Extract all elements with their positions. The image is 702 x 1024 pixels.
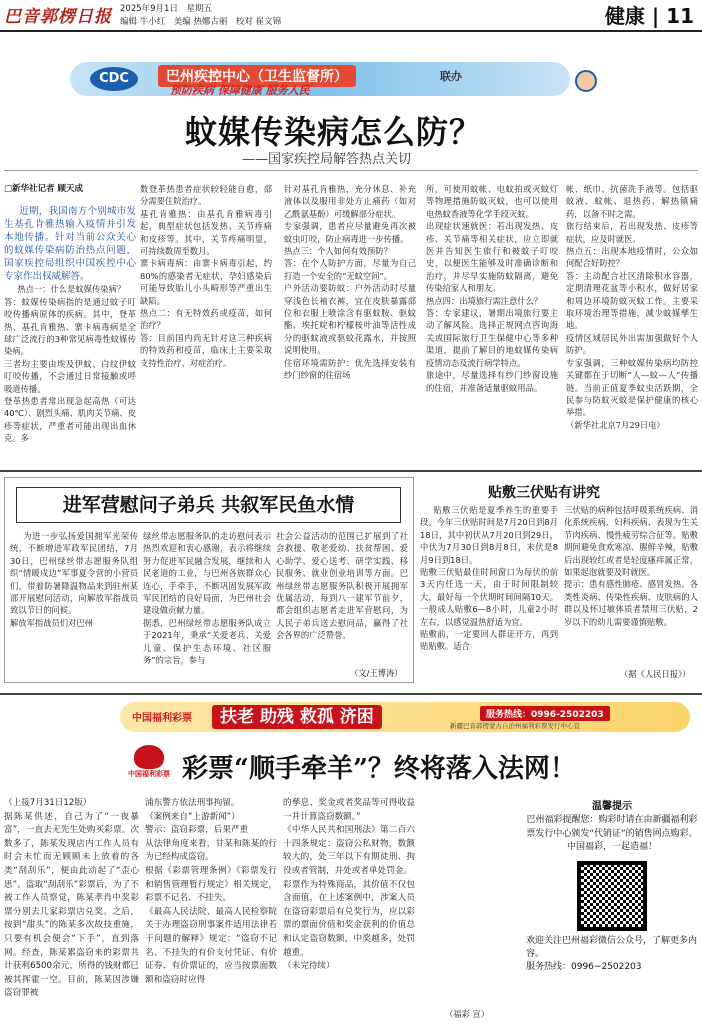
article1-subtitle: ——国家疾控局解答热点关切 — [242, 152, 412, 167]
reminder-body: 巴州福彩提醒您：购彩时请在由新疆福利彩票发行中心颁发“代销证”的销售网点购彩。 中国福彩，一起造福！ — [526, 815, 698, 852]
cdc-logo-icon: CDC — [90, 67, 138, 91]
article1-col3: 针对基孔肯雅热，充分休息、补充液体以及服用非处方止痛药（如对乙酰氨基酚）可缓解部分症状。 专家强调，患者应尽量避免再次被蚊虫叮咬，防止病毒进一步传播。 热点三：个人如何有效预防？ 答：在个人防护方面，尽量为自己打造一个安全的“无蚊空间”。 户外活动要防蚊：户外活动时尽量穿浅色长袖衣裤，宜在皮肤暴露部位和衣服上喷涂含有驱蚊胺、驱蚊酯、埃托啶和柠檬桉叶油等活性成分的驱蚊液或驱蚊花露水，并按照说明使用。 住宿环境需防护：优先选择安装有纱门纱窗的住宿场 — [284, 184, 416, 381]
reminder-title: 温馨提示 — [592, 801, 632, 812]
lottery-hotline-label: 服务热线： — [486, 710, 532, 720]
article2-byline: （文/王博涛） — [350, 668, 403, 678]
article1-col1-text: 热点一：什么是蚊媒传染病？ 答：蚊媒传染病指的是通过蚊子叮咬传播病原体的疾病。其中，登革热、基孔肯雅热、寨卡病毒病是全球广泛流行的3种常见病毒性蚊媒传染病。 三者均主要由埃及伊蚊、白纹伊蚊叮咬传播，不会通过日常接触或呼吸道传播。 登革热患者常出现急起高热（可达40℃）、剧烈头痛、肌肉关节痛、皮疹等症状，严重者可能出现出血休克。多 — [4, 284, 136, 444]
article1-divider — [4, 170, 698, 171]
article2-col2: 绿丝带志愿服务队的走访慰问表示热烈欢迎和衷心感谢，表示将继续努力促进军民融合发展，继续和人民老道的工业，与巴州各族群众心连心，手牵手，不断巩固发展军政军民团结的良好局面，为巴州社会建设做贡献力量。 据悉，巴州绿丝带志愿服务队成立于2021年，秉承“关爱老兵、关爱儿童、保护生态环境、社区服务”的宗旨，参与 — [143, 531, 271, 666]
cdc-side-label: 联办 — [440, 70, 462, 83]
lottery-slogan: 扶老 助残 救孤 济困 — [212, 705, 382, 729]
article3-col2: 三伏贴的病种包括呼吸系统疾病、消化系统疾病、妇科疾病、表现为生关节肉疾病、慢性疲劳综合征等。贴敷期间避免食欢寒凉、腥鲜辛辣，贴敷后出现较红或者是轻度瘙痒属正常，如果起泡就要及时就医。 提示：患有感性肺疮、感冒发热、各类性炎病、传染性疾病、皮肤病的人群以及怀过敏体质者禁用三伏贴，2岁以下的幼儿需要谨慎贴敷。 — [564, 505, 698, 627]
article1-col5: 帐、纸巾、抗菌洗手液等。包括驱蚊液、蚊帐、退热药、解热镇痛药，以备不时之需。 旅行结束后，若出现发热、皮疹等症状，应及时就医。 热点五：出现本地疫情时，公众如何配合好防控？ 答：主动配合社区清除积水容器，定期清理花盆等小积水，做好居家和周边环境防蚊灭蚊工作。主要采取环境治理等措施，减少蚊媒孳生地。 疫情区域居民外出需加强做好个人防护。 专家强调，三种蚊媒传染病均防控关键都在于切断“人—蚊—人”传播链。当前正值夏季蚊虫活跃期，全民参与防蚊灭蚊是保护健康的核心举措。 （新华社北京7月29日电） — [566, 184, 698, 430]
newspaper-logo: 巴音郭楞日报 — [4, 7, 112, 27]
lottery-org: 新疆巴音郭楞蒙古自治州福利彩票发行中心宣 — [450, 722, 580, 730]
cdc-name: 巴州疾控中心（卫生监督所） — [158, 65, 356, 87]
doctor-avatar-icon — [575, 70, 597, 92]
section-name: 健康 — [604, 4, 645, 28]
article1-byline: □新华社记者 顾天成 — [4, 184, 83, 194]
reminder-box — [526, 797, 698, 1021]
welfare-logo-text: 中国福利彩票 — [128, 770, 170, 778]
article2-title: 进军营慰问子弟兵 共叙军民鱼水情 — [16, 487, 401, 523]
article1-col4: 所，可使用蚊帐、电蚊拍或灭蚊灯等物理措施防蚊灭蚊，也可以使用电热蚊香液等化学手段灭蚊。 出现症状速就医：若出现发热、皮疹、关节痛等相关症状，应立即就医并告知医生旅行和被蚊子叮咬史，以便医生能够及时准确诊断和治疗，并尽早实施防蚊隔离，避免传染给家人和朋友。 热点四：出境旅行需注意什么？ 答：专家建议，暑期出境旅行要主动了解风险。选择正规网点咨询海关或国际旅行卫生保健中心等多种渠道，提前了解目的地蚊媒传染病疫情动态及流行病学特点。 旅途中，尽量选择有纱门纱窗设施的住宿，并准备适量驱蚊用品。 — [426, 184, 558, 393]
lottery-hotline-number: 0996-2502203 — [531, 710, 604, 720]
reminder-follow: 欢迎关注巴州福彩微信公众号，了解更多内容。 — [526, 935, 698, 959]
header-meta — [120, 3, 281, 29]
lottery-banner — [120, 702, 690, 732]
article3-byline: （据《人民日报》） — [620, 669, 691, 679]
article4-title: 彩票“顺手牵羊”？终将落入法网！ — [182, 754, 576, 784]
page-number: 11 — [666, 4, 694, 28]
reminder-hotline: 服务热线：0996−2502203 — [526, 961, 642, 972]
section-header — [605, 0, 694, 29]
welfare-lottery-logo — [124, 745, 174, 785]
lottery-brand: 中国福利彩票 — [132, 713, 192, 724]
header-rule — [0, 30, 702, 32]
header-divider: | — [644, 4, 667, 28]
article1-title: 蚊媒传染病怎么防？ — [185, 113, 483, 151]
welfare-logo-icon — [134, 745, 164, 769]
article4-col2: 浦东警方依法刑事拘留。 （案例来自“上游新闻”） 警示：盗窃彩票，后果严重 从法律角度来看，甘某和陈某的行为已经构成盗窃。 根据《彩票管理条例》《彩票发行和销售管理暂行规定》相关规定，彩票不记名、不挂失。 《最高人民法院、最高人民检察院关于办理盗窃刑事案件适用法律若干问题的解释》规定：“盗窃不记名、不挂失的有价支付凭证、有价证券、有价票证的，应当按票面数额和盗窃时应得 — [145, 798, 277, 985]
cdc-banner — [70, 62, 570, 96]
wechat-qr-code[interactable] — [577, 861, 647, 931]
article2-col1: 为进一步弘扬爱国拥军光荣传统，不断增进军政军民团结，7月30日，巴州绿丝带志愿服务队组织“情暖戍边”军事夏令营的小营员们，带着防暑降温物品来到驻州某部开展慰问活动，向解放军指战员致以节日的问候。 解放军指战员们对巴州 — [10, 531, 138, 628]
section-rule-1 — [0, 470, 702, 472]
lottery-hotline — [480, 706, 610, 721]
article1-lead: 近期，我国南方个别城市发生基孔肯雅热输入疫情并引发本地传播。针对当前公众关心的蚊媒传染病防治热点问题，国家疾控局组织中国疾控中心专家作出权威解答。 — [4, 206, 136, 283]
article3-title: 贴敷三伏贴有讲究 — [488, 485, 600, 501]
issue-date: 2025年9月1日 星期五 — [120, 4, 212, 14]
article1-col2: 数登革热患者症状较轻能自愈，部分需要住院治疗。 基孔肯雅热：由基孔肯雅病毒引起，典型症状包括发热、关节疼痛和皮疹等。其中，关节疼痛明显，可持续数周至数月。 寨卡病毒病：由寨卡病毒引起，约80%的感染者无症状，孕妇感染后可能导致胎儿小头畸形等严重出生缺陷。 热点二：有无特效药或疫苗，如何治疗？ 答：目前国内尚无针对这三种疾病的特效药和疫苗，临床上主要采取支持性治疗、对症治疗。 — [140, 184, 272, 368]
article4-col3: 的孳息、奖金或者奖品等可得收益一并计算盗窃数额。” 《中华人民共和国刑法》第二百六十四条规定：盗窃公私财物，数额较大的，处三年以下有期徒刑、拘役或者管制，并处或者单处罚金。 彩票作为特殊商品，其价值不仅包含面值，在上述案例中，涉案人员在盗窃彩票后有兑奖行为，应以彩票的票面价值和奖金获利的价值总和认定盗窃数额，中奖越多，处罚越重。 （未完待续） — [283, 798, 415, 972]
article4-byline: （福彩 宣） — [445, 1009, 490, 1019]
article3-col1: 贴敷三伏贴是夏季养生的重要手段。今年三伏贴时间是7月20日到8月18日，其中初伏从7月20日到29日，中伏为7月30日到8月8日，末伏是8月9日到18日。 贴敷三伏贴最佳时间窗口为每伏的前3天内任选一天，由于时间限制较大，最好每一个伏期时间间隔10天。一般成人贴敷6—8小时，儿童2小时左右，以感觉温热舒适为宜。 贴敷前，一定要回人群证开方，再到贴贴敷。适合 — [420, 505, 558, 652]
editor-credits: 编辑 牛小红 美编 热娜古丽 校对 崔文锦 — [120, 17, 282, 27]
cdc-slogan: 预防疾病 保障健康 服务人民 — [170, 84, 310, 97]
section-rule-2 — [0, 693, 702, 695]
article4-col1: （上接7月31日12版） 据陈某供述，自己为了“一夜暴富”，一直去无先生处购买彩票。次数多了，陈某发现店内工作人员有时会未忙而无顾顾未上放着的各类“刮刮乐”，便由此动起了“歪心思”。盗取“刮刮乐”彩票后，为了不被工作人员察觉，陈某孝肖中奖彩票分别去几家彩票店兑奖。之后，按到“甜头”的陈某多次故技重施，只要有机会便会“下手”，直到落网。经查，陈某累盗窃来的彩票共计获利6500余元，所得的钱财都已被其挥霍一空。目前，陈某因涉嫌盗窃罪被 — [4, 798, 139, 999]
article1-col1 — [4, 183, 136, 460]
article2-col3: 社会公益活动的范围已扩展到了社会救援、敬老爱幼、扶贫帮困、爱心助学、爱心送考、研学实践、移民服务、就业创业培训等方面。巴州绿丝带志愿服务队积极开展拥军优属活动，每到八一建军节前夕，都会组织志愿者走进军营慰问，为人民子弟兵送去慰问品，赢得了社会各界的广泛赞誉。 — [276, 531, 408, 641]
